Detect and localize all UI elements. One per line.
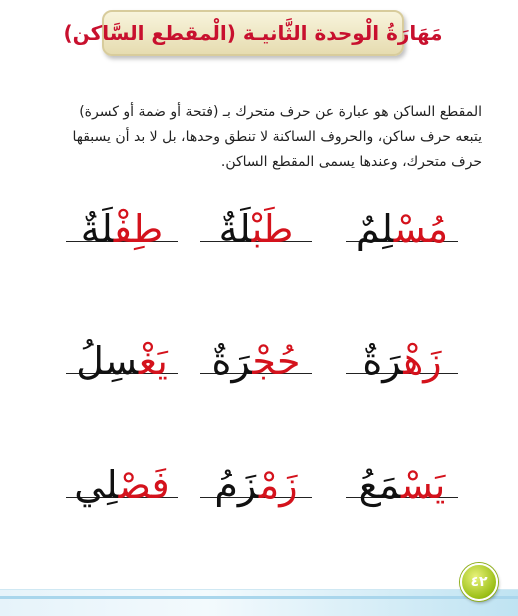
word (200, 207, 312, 251)
word-remainder: زَمُ (214, 463, 259, 507)
sakin-syllable: زَهْ (403, 339, 442, 383)
word-card (66, 452, 178, 512)
word-card (66, 196, 178, 256)
word-remainder: رَةٌ (362, 339, 404, 383)
word (66, 207, 178, 251)
page-footer-band (0, 589, 518, 616)
lesson-title: مَهَارَةُ الْوحدة الثَّانيـة (الْمقطع السَّاكن) (63, 21, 443, 45)
word (200, 463, 312, 507)
sakin-syllable: حُجْ (252, 339, 301, 383)
word (346, 207, 458, 251)
word-remainder: رَةٌ (211, 339, 253, 383)
page-number-badge (460, 563, 498, 601)
lesson-title-box (63, 10, 443, 56)
word-remainder: لِي (74, 463, 119, 507)
footer-stripe (0, 596, 518, 599)
sakin-syllable: مُسْ (393, 207, 449, 251)
word-card (346, 452, 458, 512)
word-card (346, 196, 458, 256)
paragraph-line-1: المقطع الساكن هو عبارة عن حرف متحرك بـ (فتحة أو ضمة أو كسرة) (79, 104, 482, 120)
page-number: ٤٢ (470, 574, 488, 590)
word-remainder: مَعُ (358, 463, 401, 507)
word-remainder: لِمٌ (355, 207, 394, 251)
word-card (200, 452, 312, 512)
word-remainder: لَةٌ (218, 207, 252, 251)
word (66, 463, 178, 507)
paragraph-line-3: حرف متحرك، وعندها يسمى المقطع الساكن. (220, 154, 482, 170)
word-card (66, 328, 178, 388)
word-card (346, 328, 458, 388)
word (346, 339, 458, 383)
sakin-syllable: يَغْ (138, 339, 168, 383)
word (346, 463, 458, 507)
word (66, 339, 178, 383)
paragraph-line-2: يتبعه حرف ساكن، والحروف الساكنة لا تنطق وحدها، بل لا بد أن يسبقها (72, 129, 482, 145)
sakin-syllable: زَمْ (258, 463, 298, 507)
sakin-syllable: طِفْ (113, 207, 164, 251)
word-remainder: لَةٌ (80, 207, 114, 251)
sakin-syllable: يَسْ (400, 463, 446, 507)
word-remainder: سِلُ (76, 339, 139, 383)
word-card (200, 328, 312, 388)
word (200, 339, 312, 383)
sakin-syllable: طَبْ (251, 207, 294, 251)
explanation-paragraph (36, 100, 482, 175)
word-card (200, 196, 312, 256)
sakin-syllable: فَصْ (118, 463, 170, 507)
